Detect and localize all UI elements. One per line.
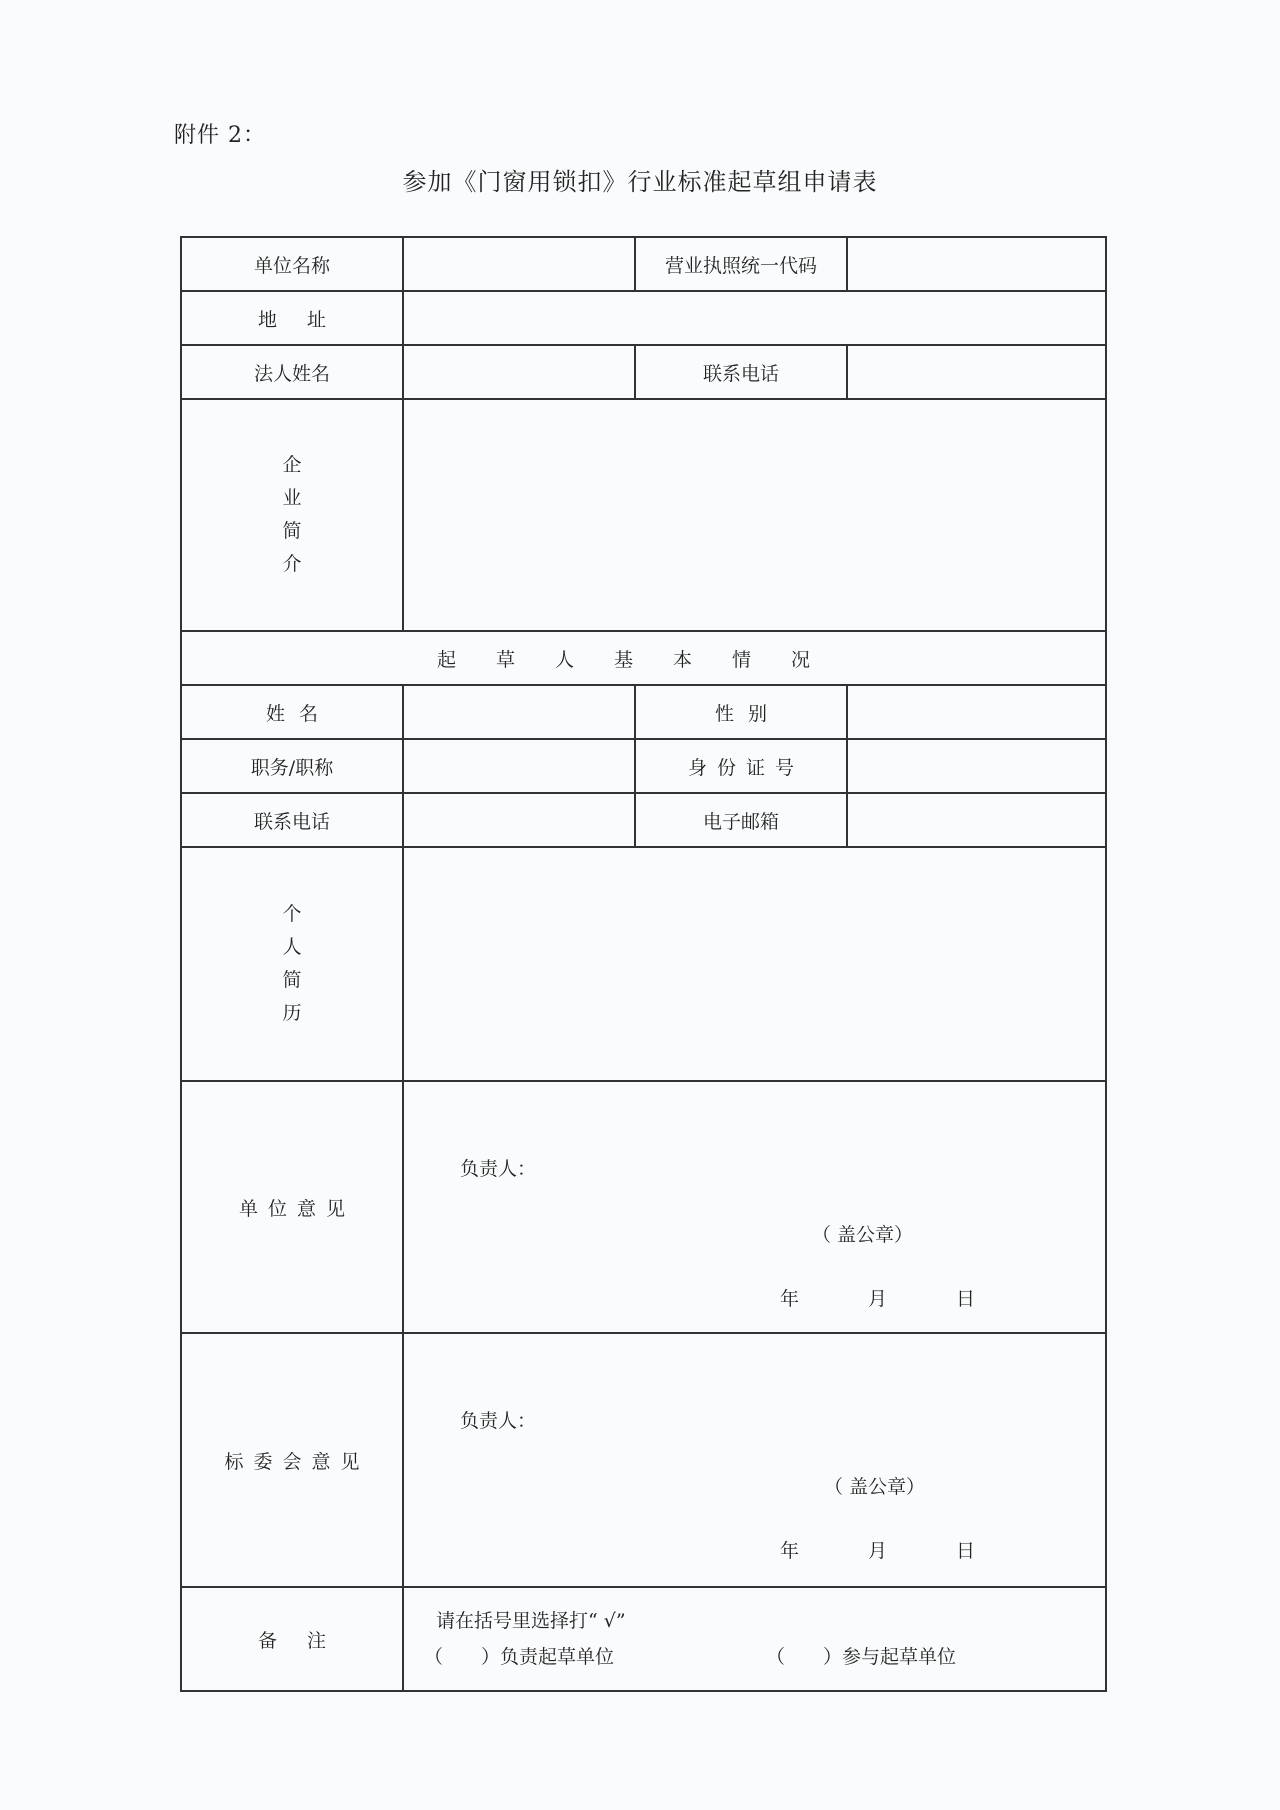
id-number-label: 身份证号 [687,756,804,779]
row-drafter-name [181,685,1106,739]
option-participating-unit[interactable]: （ ）参与起草单位 [766,1646,957,1668]
row-drafter-section [181,631,1106,685]
row-resume [181,847,1106,1081]
row-drafter-phone [181,793,1106,847]
row-company-intro [181,399,1106,631]
row-position [181,739,1106,793]
drafter-name-field[interactable] [403,685,635,739]
row-unit-opinion [181,1081,1106,1333]
document-title: 参加《门窗用锁扣》行业标准起草组申请表 [402,168,878,196]
company-intro-label: 企业简介 [282,454,302,575]
unit-responsible-label: 负责人： [460,1158,537,1180]
resume-field[interactable] [403,847,1106,1081]
row-legal-person [181,345,1106,399]
position-label: 职务/职称 [181,739,403,793]
gender-label: 性别 [714,702,781,725]
license-code-field[interactable] [847,237,1106,291]
remarks-instruction: 请在括号里选择打“ √” [436,1610,626,1632]
committee-seal-label: （ 盖公章） [824,1476,926,1498]
legal-person-field[interactable] [403,345,635,399]
remarks-field [403,1587,1106,1691]
row-address [181,291,1106,345]
license-code-label: 营业执照统一代码 [635,237,847,291]
unit-opinion-label: 单位意见 [238,1197,355,1220]
committee-opinion-label: 标委会意见 [224,1450,370,1473]
row-company-name [181,237,1106,291]
committee-responsible-label: 负责人： [460,1410,537,1432]
company-name-field[interactable] [403,237,635,291]
id-number-field[interactable] [847,739,1106,793]
option-lead-drafting-unit[interactable]: （ ）负责起草单位 [424,1646,615,1668]
company-name-label: 单位名称 [181,237,403,291]
gender-field[interactable] [847,685,1106,739]
legal-person-label: 法人姓名 [181,345,403,399]
company-phone-field[interactable] [847,345,1106,399]
unit-date-year: 年 [780,1288,800,1310]
drafter-phone-field[interactable] [403,793,635,847]
committee-date-month: 月 [868,1540,888,1562]
drafter-name-label: 姓名 [265,702,332,725]
application-form-table [180,236,1107,1692]
attachment-label: 附件 2： [174,123,266,148]
committee-date-year: 年 [780,1540,800,1562]
unit-date-day: 日 [956,1288,976,1310]
unit-date-month: 月 [868,1288,888,1310]
committee-opinion-field[interactable] [403,1333,1106,1587]
unit-seal-label: （ 盖公章） [812,1224,914,1246]
resume-label: 个人简历 [282,903,302,1024]
address-field[interactable] [403,291,1106,345]
company-intro-field[interactable] [403,399,1106,631]
email-label: 电子邮箱 [635,793,847,847]
email-field[interactable] [847,793,1106,847]
company-phone-label: 联系电话 [635,345,847,399]
remarks-label: 备注 [257,1629,356,1652]
drafter-section-title: 起草人基本情况 [181,631,1106,685]
row-remarks [181,1587,1106,1691]
address-label: 地址 [257,308,356,331]
unit-opinion-field[interactable] [403,1081,1106,1333]
committee-date-line [780,1536,1044,1563]
position-field[interactable] [403,739,635,793]
drafter-phone-label: 联系电话 [181,793,403,847]
committee-date-day: 日 [956,1540,976,1562]
row-committee-opinion [181,1333,1106,1587]
unit-date-line [780,1284,1044,1311]
